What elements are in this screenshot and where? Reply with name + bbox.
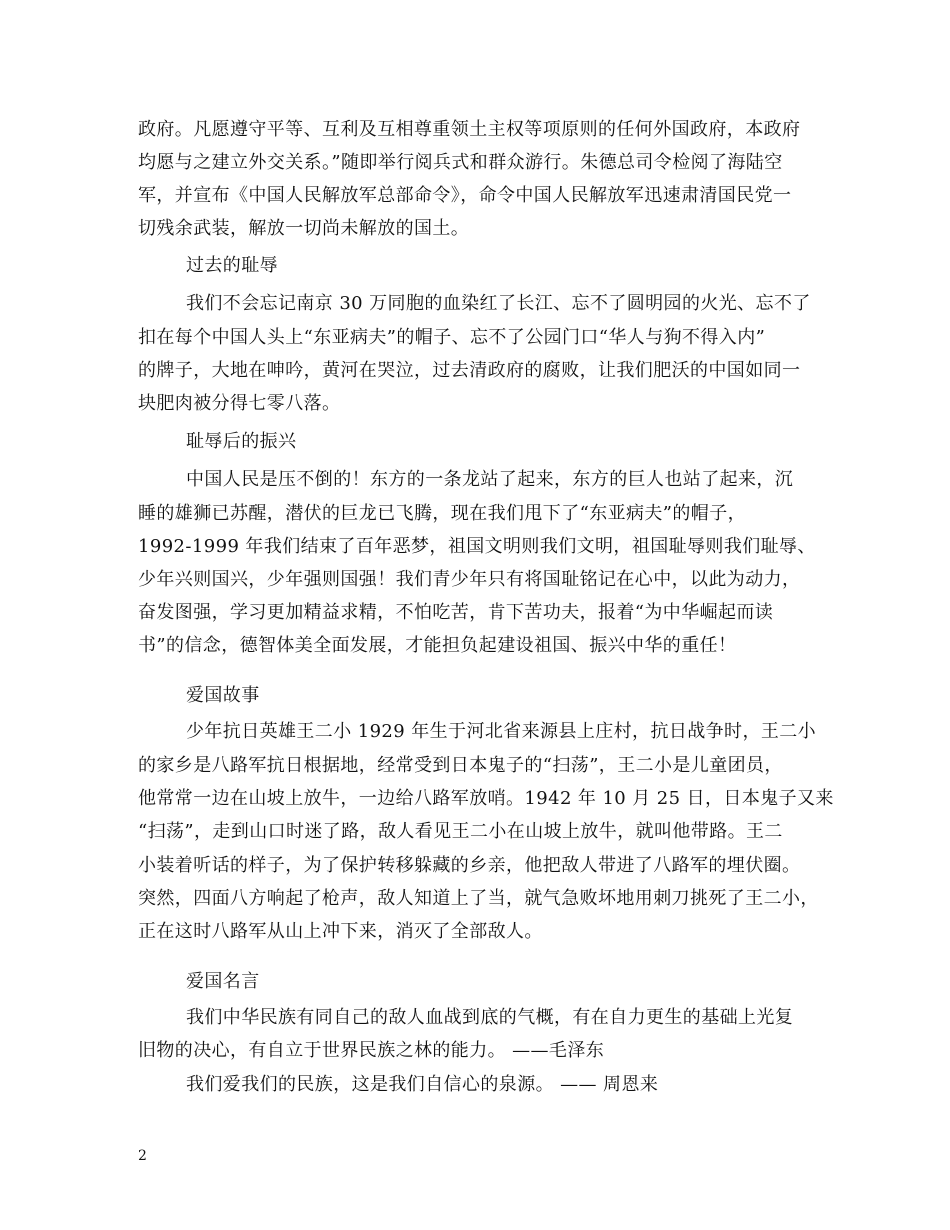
quote-1-line-2: 旧物的决心，有自立于世界民族之林的能力。 ——毛泽东 bbox=[138, 1040, 605, 1061]
paragraph-2-line-3: 的牌子，大地在呻吟，黄河在哭泣，过去清政府的腐败，让我们肥沃的中国如同一 bbox=[138, 360, 801, 381]
paragraph-4-line-2: 的家乡是八路军抗日根据地，经常受到日本鬼子的“扫荡”，王二小是儿童团员， bbox=[138, 755, 783, 776]
paragraph-1-line-2: 均愿与之建立外交关系。”随即举行阅兵式和群众游行。朱德总司令检阅了海陆空 bbox=[138, 152, 783, 173]
section-heading-patriotic-story: 爱国故事 bbox=[186, 685, 260, 706]
paragraph-4-line-3: 他常常一边在山坡上放牛，一边给八路军放哨。1942 年 10 月 25 日，日本鬼子又来 bbox=[138, 788, 834, 809]
paragraph-1-line-3: 军，并宣布《中国人民解放军总部命令》，命令中国人民解放军迅速肃清国民党一 bbox=[138, 185, 792, 206]
paragraph-1-line-1: 政府。凡愿遵守平等、互利及互相尊重领土主权等项原则的任何外国政府，本政府 bbox=[138, 119, 801, 140]
paragraph-4-line-7: 正在这时八路军从山上冲下来，消灭了全部敌人。 bbox=[138, 921, 543, 942]
paragraph-3-line-4: 少年兴则国兴，少年强则国强！我们青少年只有将国耻铭记在心中，以此为动力， bbox=[138, 569, 801, 590]
paragraph-4-line-1: 少年抗日英雄王二小 1929 年生于河北省来源县上庄村，抗日战争时，王二小 bbox=[186, 721, 817, 742]
section-heading-patriotic-quotes: 爱国名言 bbox=[186, 971, 260, 992]
paragraph-2-line-1: 我们不会忘记南京 30 万同胞的血染红了长江、忘不了圆明园的火光、忘不了 bbox=[186, 293, 811, 314]
quote-2-line-1: 我们爱我们的民族，这是我们自信心的泉源。 —— 周恩来 bbox=[186, 1074, 659, 1095]
paragraph-3-line-2: 睡的雄狮已苏醒，潜伏的巨龙已飞腾，现在我们甩下了“东亚病夫”的帽子， bbox=[138, 503, 747, 524]
section-heading-revival: 耻辱后的振兴 bbox=[186, 431, 297, 452]
quote-1-line-1: 我们中华民族有同自己的敌人血战到底的气概，有在自力更生的基础上光复 bbox=[186, 1007, 794, 1028]
section-heading-past-humiliation: 过去的耻辱 bbox=[186, 255, 278, 276]
paragraph-3-line-3: 1992-1999 年我们结束了百年恶梦，祖国文明则我们文明，祖国耻辱则我们耻辱、 bbox=[138, 536, 816, 557]
paragraph-4-line-4: “扫荡”，走到山口时迷了路，敌人看见王二小在山坡上放牛，就叫他带路。王二 bbox=[138, 821, 783, 842]
page-number: 2 bbox=[138, 1148, 147, 1164]
paragraph-2-line-2: 扣在每个中国人头上“东亚病夫”的帽子、忘不了公园门口“华人与狗不得入内” bbox=[138, 327, 766, 348]
paragraph-4-line-6: 突然，四面八方响起了枪声，敌人知道上了当，就气急败坏地用刺刀挑死了王二小， bbox=[138, 888, 819, 909]
paragraph-3-line-1: 中国人民是压不倒的！东方的一条龙站了起来，东方的巨人也站了起来，沉 bbox=[186, 469, 794, 490]
paragraph-3-line-5: 奋发图强，学习更加精益求精，不怕吃苦，肯下苦功夫，报着“为中华崛起而读 bbox=[138, 602, 774, 623]
paragraph-1-line-4: 切残余武装，解放一切尚未解放的国土。 bbox=[138, 218, 470, 239]
paragraph-3-line-6: 书”的信念，德智体美全面发展，才能担负起建设祖国、振兴中华的重任！ bbox=[138, 635, 737, 656]
paragraph-4-line-5: 小装着听话的样子，为了保护转移躲藏的乡亲，他把敌人带进了八路军的埋伏圈。 bbox=[138, 855, 801, 876]
paragraph-2-line-4: 块肥肉被分得七零八落。 bbox=[138, 393, 341, 414]
